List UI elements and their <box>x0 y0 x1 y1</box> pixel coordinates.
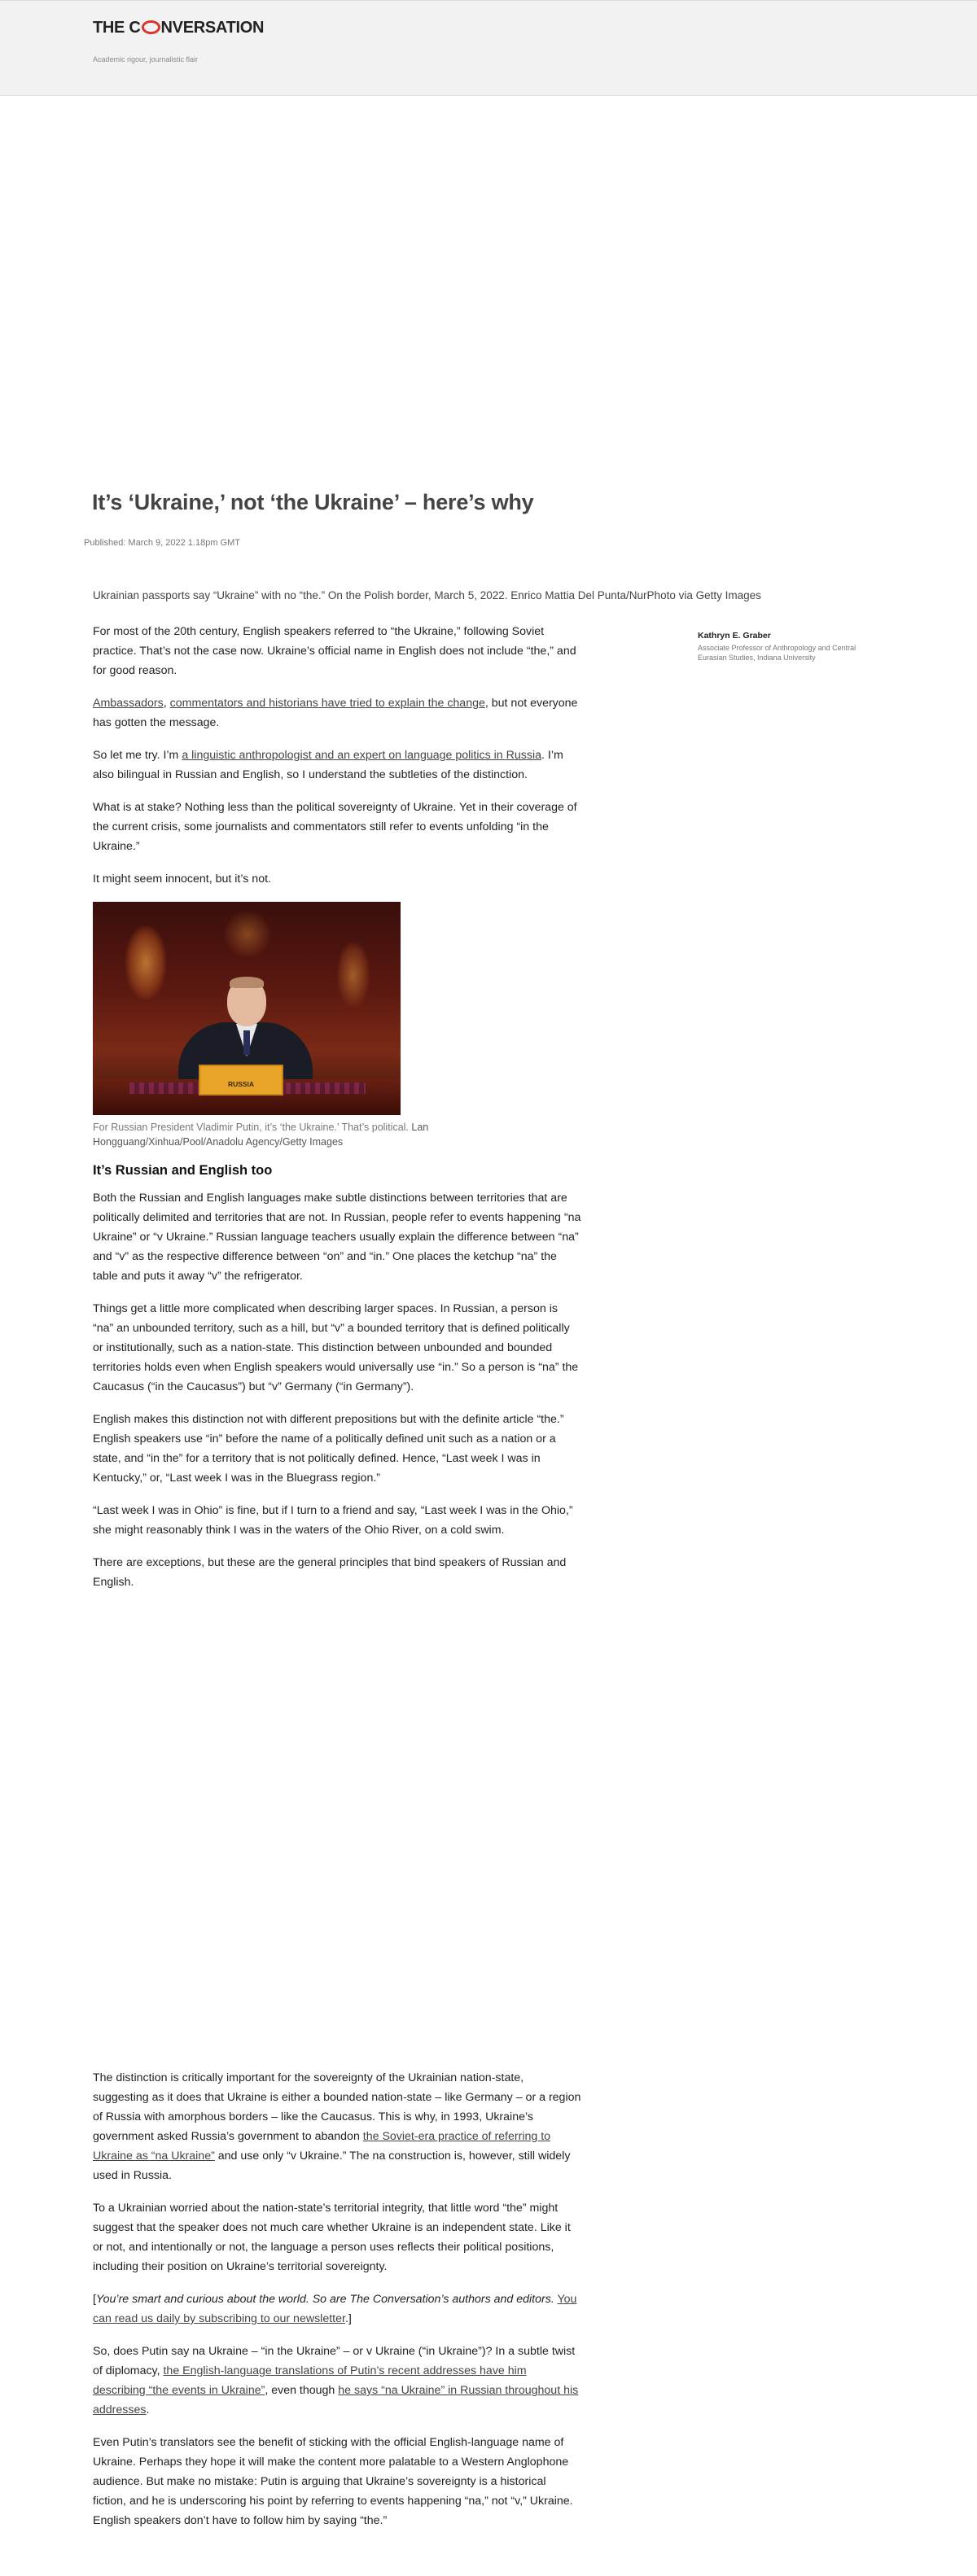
speech-bubble-icon <box>142 20 160 34</box>
newsletter-promo: [You’re smart and curious about the world. So are The Conversation’s authors and editors. You can read us daily by subscribing to our newsletter.] <box>93 2293 577 2325</box>
logo-text-end: NVERSATION <box>160 19 265 37</box>
paragraph: Even Putin’s translators see the benefit of sticking with the official English-language name of Ukraine. Perhaps they hope it will make the content more palatable to a Western Anglophone audience. But make no mistake: Putin is arguing that Ukraine’s sovereignty is a historical fiction, and he is underscoring his point by referring to events happening “na,” not “v,” Ukraine. English speakers don’t have to follow him by saying “the.” <box>93 2436 573 2527</box>
commentators-historians-link[interactable]: commentators and historians have tried to explain the change <box>169 697 485 710</box>
paragraph: “Last week I was in Ohio” is fine, but if I turn to a friend and say, “Last week I was in the Ohio,” she might reasonably think I was in the waters of the Ohio River, on a cold swim. <box>93 1504 573 1537</box>
paragraph: So let me try. I’m a linguistic anthropologist and an expert on language politics in Russia. I’m also bilingual in Russian and English, so I understand the subtleties of the distinction. <box>93 749 563 781</box>
section-heading: It’s Russian and English too <box>93 1163 273 1178</box>
site-tagline: Academic rigour, journalistic flair <box>93 55 199 63</box>
logo-text-start: THE C <box>93 19 141 37</box>
soviet-era-practice-link[interactable]: the Soviet-era practice of referring to Ukraine as “na Ukraine” <box>93 2130 551 2163</box>
paragraph: Both the Russian and English languages make subtle distinctions between territories that are politically delimited and territories that are not. In Russian, people refer to events happening “na Ukraine” or “v Ukraine.” Russian language teachers usually explain the difference between “na” and “v” as the respective difference between “on” and “in.” One places the ketchup “na” the table and puts it away “v” the refrigerator. <box>93 1192 581 1283</box>
author-card <box>698 631 885 663</box>
paragraph: There are exceptions, but these are the general principles that bind speakers of Russian and English. <box>93 1556 567 1589</box>
author-title: Associate Professor of Anthropology and Central Eurasian Studies, Indiana University <box>698 644 857 663</box>
site-header <box>0 0 977 96</box>
paragraph: English makes this distinction not with different prepositions but with the definite article “the.” English speakers use “in” before the name of a politically defined unit such as a nation or a state, and “in the” for a territory that is not politically defined. Hence, “Last week I was in Kentucky,” or, “Last week I was in the Bluegrass region.” <box>93 1413 564 1485</box>
article-title: It’s ‘Ukraine,’ not ‘the Ukraine’ – here’s why <box>92 490 534 514</box>
translations-link[interactable]: the English-language translations of Putin’s recent addresses have him describing “the events in Ukraine” <box>93 2364 527 2397</box>
ambassadors-link[interactable]: Ambassadors <box>93 697 164 710</box>
paragraph: Things get a little more complicated when describing larger spaces. In Russian, a person is “na” an unbounded territory, such as a hill, but “v” a bounded territory that is defined politically or institutionally, such as a nation-state. This distinction between unbounded and bounded territories holds even when English speakers would universally use “in.” So a person is “na” the Caucasus (“in the Caucasus”) but “v” Germany (“in Germany”). <box>93 1302 579 1393</box>
newsletter-link[interactable]: You can read us daily by subscribing to our newsletter <box>93 2293 577 2325</box>
photo-caption: For Russian President Vladimir Putin, it’s ‘the Ukraine.’ That’s political. Lan Hongguang/Xinhua/Pool/Anadolu Agency/Getty Images <box>93 1122 429 1148</box>
site-logo[interactable] <box>93 19 264 37</box>
author-name[interactable]: Kathryn E. Graber <box>698 631 771 641</box>
paragraph: For most of the 20th century, English speakers referred to “the Ukraine,” following Soviet practice. That’s not the case now. Ukraine’s official name in English does not include “the,” and for good reason. <box>93 625 576 677</box>
article-body-part-2 <box>93 2068 581 2543</box>
paragraph: Ambassadors, commentators and historians have tried to explain the change, but not everyone has gotten the message. <box>93 697 578 729</box>
hero-image-caption: Ukrainian passports say “Ukraine” with no “the.” On the Polish border, March 5, 2022. Enrico Mattia Del Punta/NurPhoto via Getty Images <box>93 589 761 601</box>
paragraph: The distinction is critically important for the sovereignty of the Ukrainian nation-state, suggesting as it does that Ukraine is either a bounded nation-state – like Germany – or a region of Russia with amorphous borders – like the Caucasus. This is why, in 1993, Ukraine’s government asked Russia’s government to abandon the Soviet-era practice of referring to Ukraine as “na Ukraine” and use only “v Ukraine.” The na construction is, however, still widely used in Russia. <box>93 2071 581 2182</box>
article-body-part-1 <box>93 622 581 1605</box>
paragraph: So, does Putin say na Ukraine – “in the Ukraine” – or v Ukraine (“in Ukraine”)? In a subtle twist of diplomacy, the English-language translations of Putin’s recent addresses have him describing “the events in Ukraine”, even though he says “na Ukraine” in Russian throughout his addresses. <box>93 2345 579 2416</box>
russian-addresses-link[interactable]: he says “na Ukraine” in Russian throughout his addresses <box>93 2384 579 2416</box>
author-expertise-link[interactable]: a linguistic anthropologist and an expert on language politics in Russia <box>182 749 541 762</box>
publish-date: Published: March 9, 2022 1.18pm GMT <box>84 538 240 548</box>
paragraph: It might seem innocent, but it’s not. <box>93 873 271 886</box>
putin-photo <box>93 902 401 1115</box>
photo-credit: Lan Hongguang/Xinhua/Pool/Anadolu Agency/Getty Images <box>93 1122 429 1148</box>
paragraph: To a Ukrainian worried about the nation-state’s territorial integrity, that little word “the” might suggest that the speaker does not much care whether Ukraine is an independent state. Like it or not, and intentionally or not, the language a person uses reflects their political positions, including their position on Ukraine’s territorial sovereignty. <box>93 2202 571 2273</box>
paragraph: What is at stake? Nothing less than the political sovereignty of Ukraine. Yet in their coverage of the current crisis, some journalists and commentators still refer to events unfolding “in the Ukraine.” <box>93 801 577 853</box>
name-plate: RUSSIA <box>199 1065 283 1096</box>
